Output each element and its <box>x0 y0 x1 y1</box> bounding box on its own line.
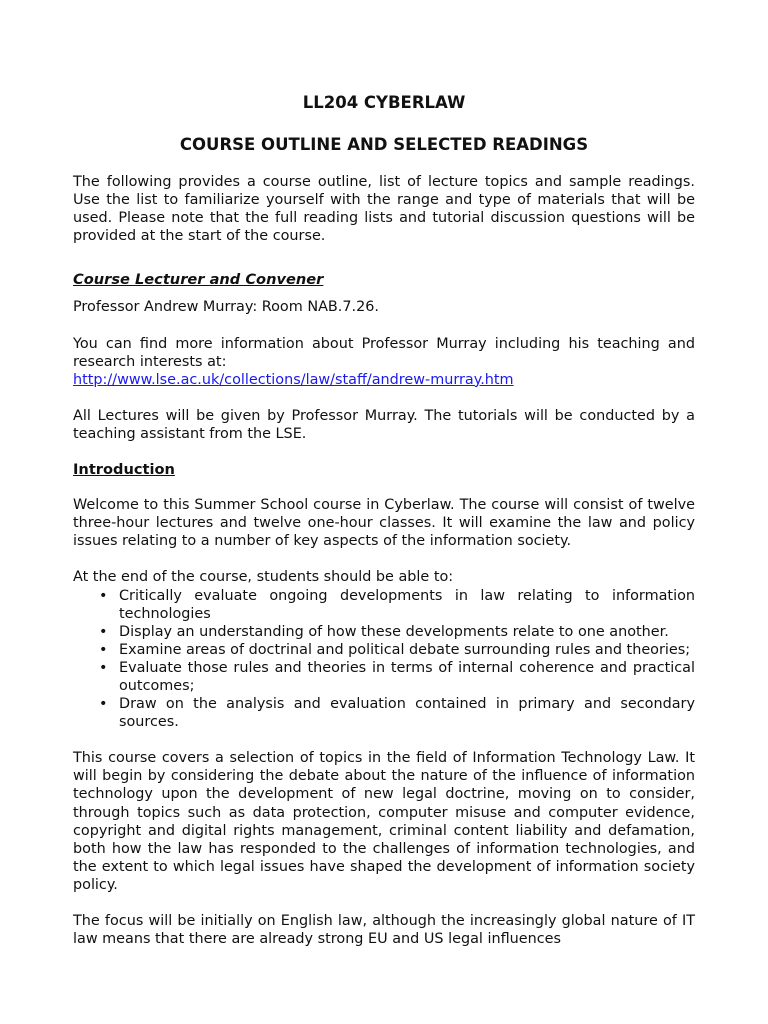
welcome-paragraph: Welcome to this Summer School course in Cyberlaw. The course will consist of twelve three-hour lectures and twelve one-hour classes. It will examine the law and policy issues relating to a number of key aspects of the information society. <box>73 497 695 550</box>
list-item <box>99 587 695 623</box>
course-title: LL204 CYBERLAW <box>302 93 466 112</box>
coverage-paragraph: This course covers a selection of topics in the field of Information Technology Law. It will begin by considering the debate about the nature of the influence of information technology upon the development of new legal doctrine, moving on to consider, through topics such as data protection, computer misuse and computer evidence, copyright and digital rights management, criminal content liability and defamation, both how the law has responded to the challenges of information technologies, and the extent to which legal issues have shaped the development of information society policy. <box>73 750 695 893</box>
lectures-note: All Lectures will be given by Professor Murray. The tutorials will be conducted by a teaching assistant from the LSE. <box>73 407 695 442</box>
focus-paragraph: The focus will be initially on English law, although the increasingly global nature of IT law means that there are already strong EU and US legal influences <box>73 913 695 948</box>
lecturer-heading: Course Lecturer and Convener <box>73 271 324 289</box>
more-info-text: You can find more information about Professor Murray including his teaching and research interests at: <box>73 335 695 370</box>
outcomes-list <box>73 587 695 732</box>
bullet-icon: • <box>99 641 108 658</box>
list-item <box>99 641 695 659</box>
more-info-paragraph <box>73 335 695 389</box>
document-page <box>73 92 695 948</box>
list-item-text: Evaluate those rules and theories in terms of internal coherence and practical outcomes; <box>119 659 695 694</box>
bullet-icon: • <box>99 696 108 713</box>
list-item <box>99 623 695 641</box>
introduction-heading: Introduction <box>73 461 175 479</box>
staff-page-link[interactable]: http://www.lse.ac.uk/collections/law/staff/andrew-murray.htm <box>73 371 514 388</box>
list-item-text: Display an understanding of how these developments relate to one another. <box>119 623 669 640</box>
list-item <box>99 695 695 731</box>
bullet-icon: • <box>99 587 108 604</box>
lecturer-line: Professor Andrew Murray: Room NAB.7.26. <box>73 299 379 316</box>
list-item-text: Draw on the analysis and evaluation contained in primary and secondary sources. <box>119 696 695 731</box>
list-item-text: Critically evaluate ongoing developments in law relating to information technologies <box>119 587 695 622</box>
outcomes-intro: At the end of the course, students should be able to: <box>73 569 454 586</box>
list-item <box>99 659 695 695</box>
intro-paragraph: The following provides a course outline, list of lecture topics and sample readings. Use the list to familiarize yourself with the range and type of materials that will be used. Please note that the full reading lists and tutorial discussion questions will be provided at the start of the course. <box>73 174 695 245</box>
course-subtitle: COURSE OUTLINE AND SELECTED READINGS <box>179 135 589 154</box>
list-item-text: Examine areas of doctrinal and political debate surrounding rules and theories; <box>119 641 691 658</box>
bullet-icon: • <box>99 659 108 676</box>
bullet-icon: • <box>99 623 108 640</box>
